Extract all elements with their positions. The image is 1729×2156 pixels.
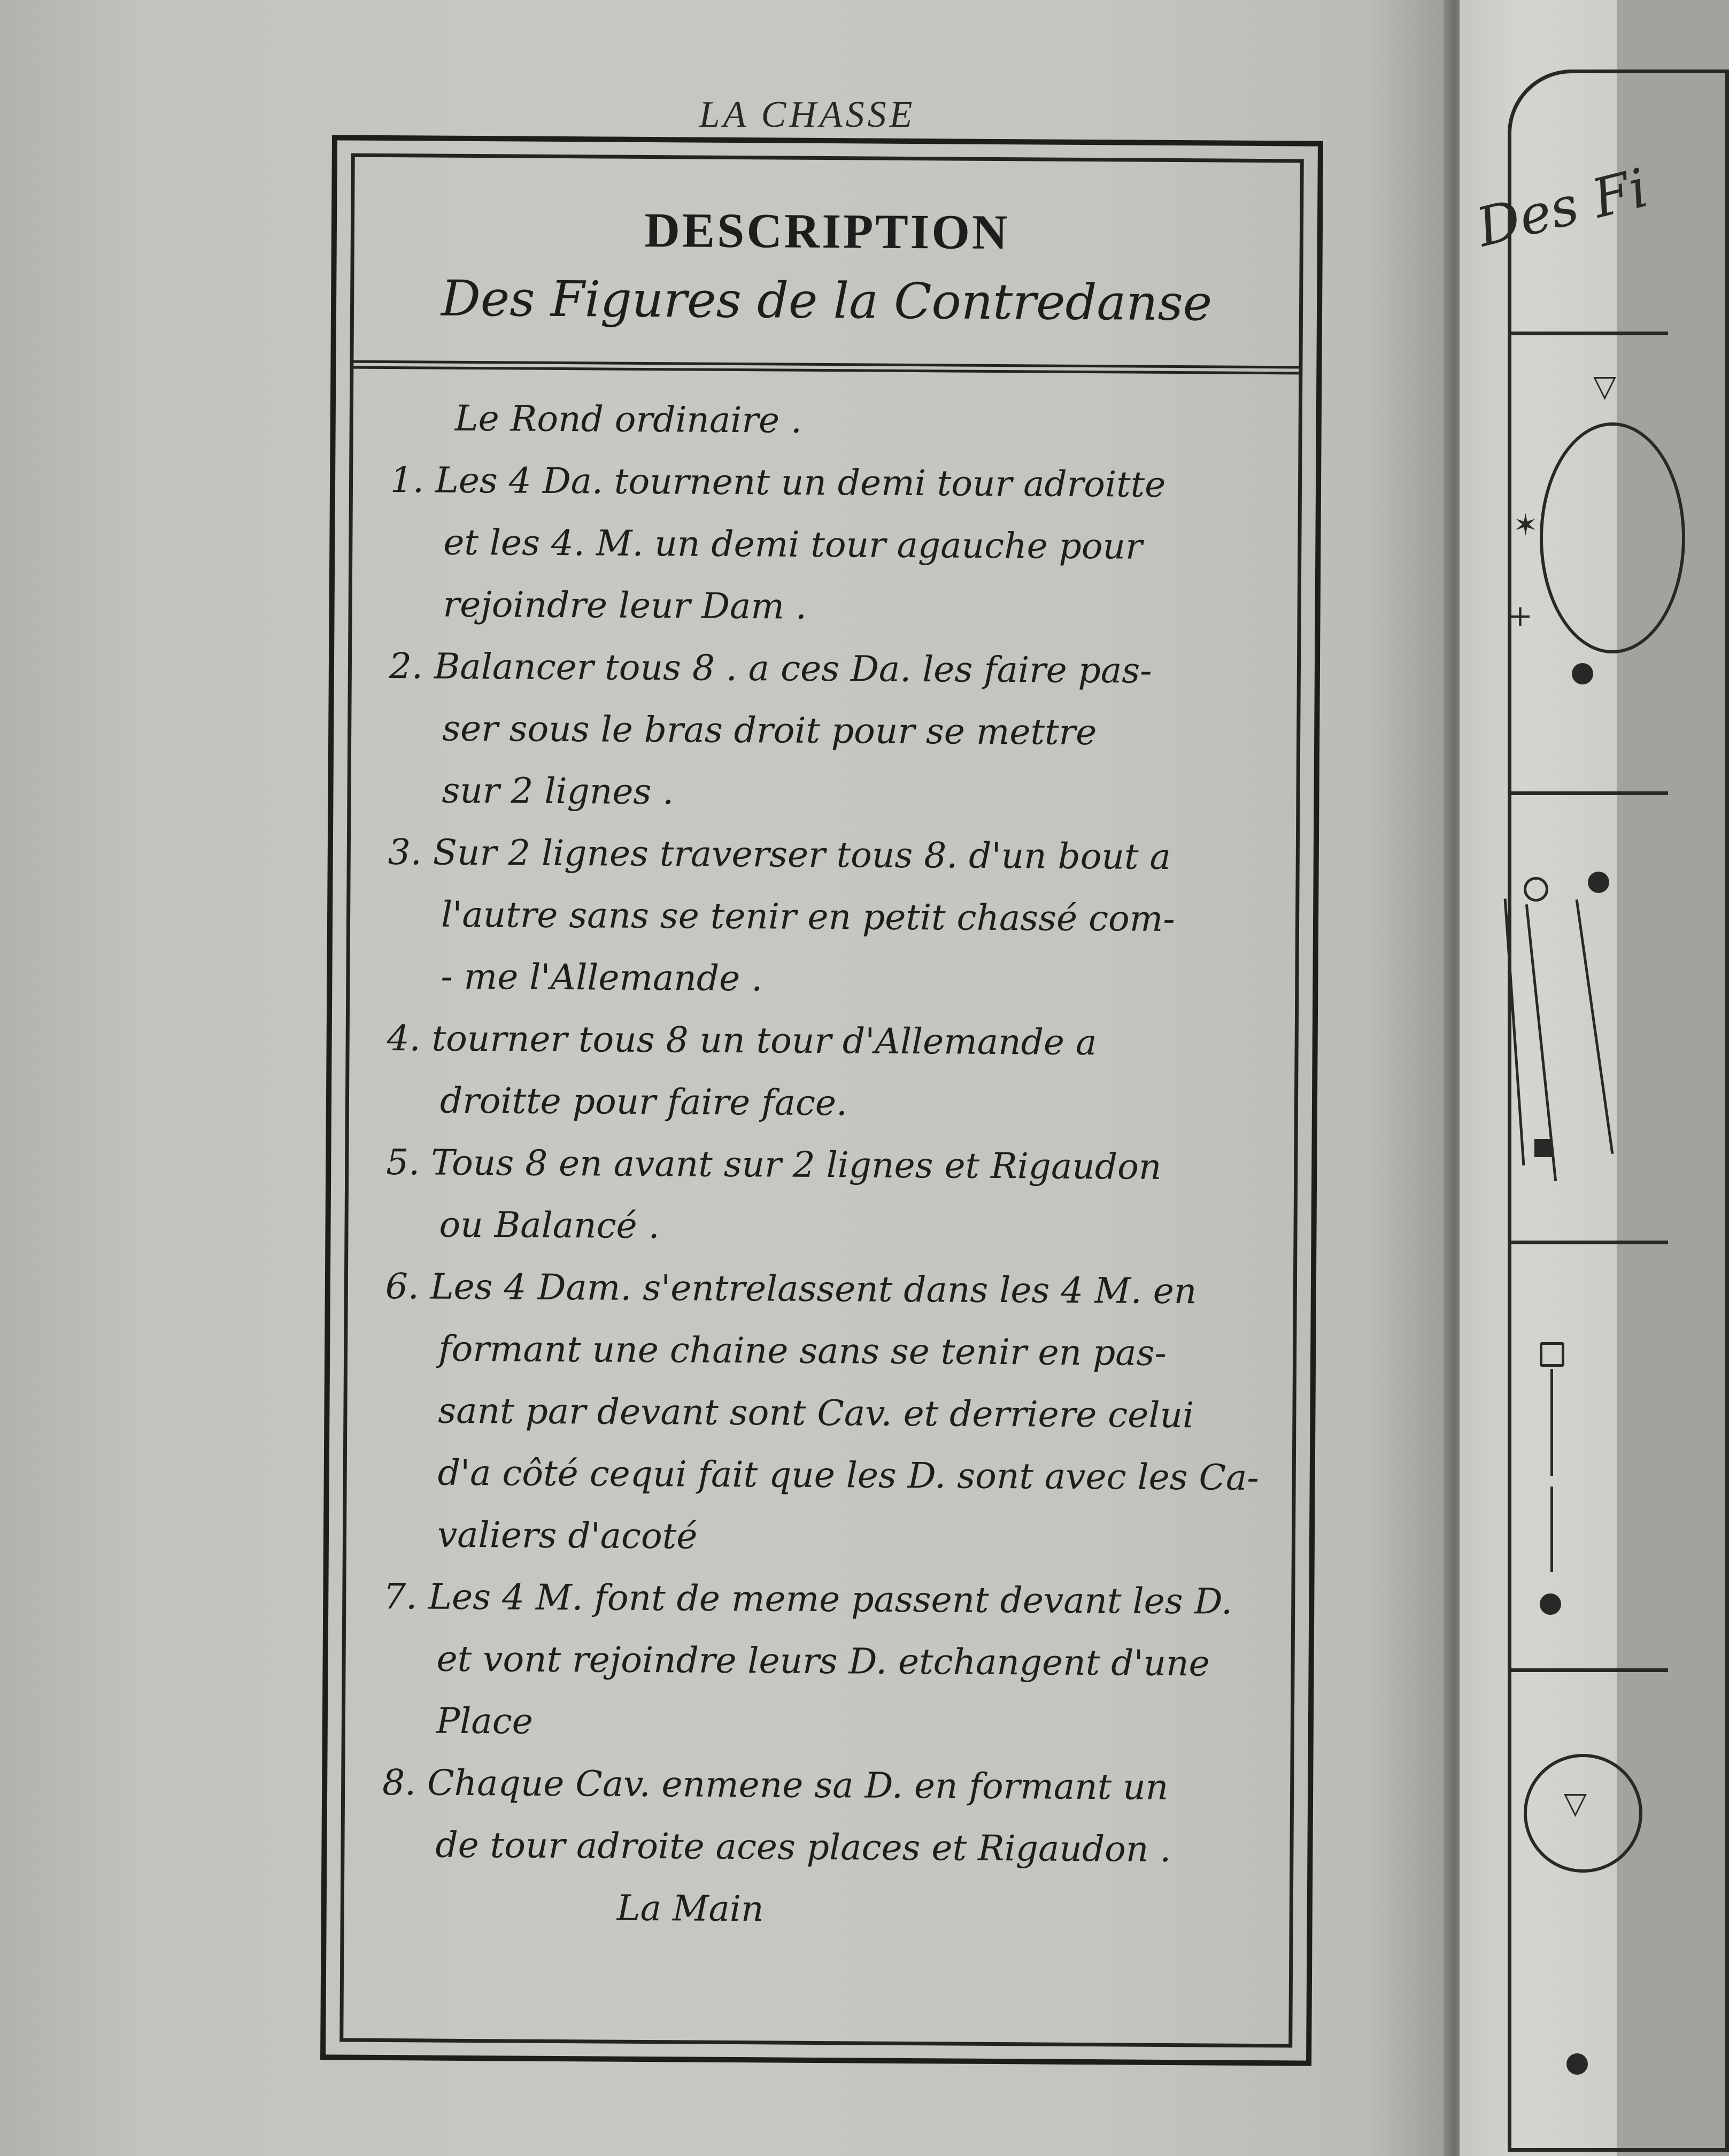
text-line: valiers d'acoté xyxy=(437,1514,698,1557)
text-line: de tour adroite aces places et Rigaudon . xyxy=(435,1824,1171,1870)
diagram-divider xyxy=(1508,1241,1668,1244)
page-title: DESCRIPTION xyxy=(644,202,1010,260)
text-line: 8. Chaque Cav. enmene sa D. en formant un xyxy=(382,1762,1169,1808)
text-line: ser sous le bras droit pour se mettre xyxy=(442,707,1097,753)
text-line: rejoindre leur Dam . xyxy=(443,583,807,627)
triangle-icon: ▽ xyxy=(1593,369,1617,404)
text-line: 5. Tous 8 en avant sur 2 lignes et Rigaudon xyxy=(386,1142,1162,1188)
text-line: 2. Balancer tous 8 . a ces Da. les faire pas- xyxy=(389,645,1152,691)
page-subtitle: Des Figures de la Contredanse xyxy=(441,270,1213,332)
text-frame-outer xyxy=(320,135,1323,2066)
cross-icon: + xyxy=(1508,599,1533,634)
dancer-square-icon xyxy=(1534,1139,1553,1157)
text-line: 7. Les 4 M. font de meme passent devant les D. xyxy=(383,1576,1233,1622)
closing-line: La Main xyxy=(616,1887,764,1930)
text-line: droitte pour faire face. xyxy=(439,1080,848,1124)
text-line: l'autre sans se tenir en petit chassé com- xyxy=(441,894,1175,940)
triangle-icon: ▽ xyxy=(1564,1786,1587,1821)
dancer-dot-icon xyxy=(1540,1593,1561,1615)
text-line: Place xyxy=(436,1700,534,1742)
text-line: et vont rejoindre leurs D. etchangent d'une xyxy=(436,1638,1210,1684)
text-line: - me l'Allemande . xyxy=(441,956,763,999)
running-head: LA CHASSE xyxy=(642,91,973,141)
title-box xyxy=(353,157,1300,375)
text-line: 1. Les 4 Da. tournent un demi tour adroitte xyxy=(390,459,1166,505)
dancer-dot-icon xyxy=(1588,872,1609,893)
diagram-divider xyxy=(1508,1668,1668,1672)
text-line: sant par devant sont Cav. et derriere celui xyxy=(438,1390,1194,1436)
diagram-ellipse xyxy=(1540,422,1685,653)
facing-page xyxy=(1460,0,1654,2156)
path-line xyxy=(1550,1369,1553,1476)
text-line: et les 4. M. un demi tour agauche pour xyxy=(443,521,1143,567)
dancer-dot-icon xyxy=(1572,663,1593,684)
dancer-square-outline-icon xyxy=(1540,1342,1564,1367)
section-heading: Le Rond ordinaire . xyxy=(454,397,802,441)
text-line: d'a côté cequi fait que les D. sont avec les Ca- xyxy=(437,1452,1259,1499)
dancer-dot-icon xyxy=(1566,2053,1588,2075)
text-line: 3. Sur 2 lignes traverser tous 8. d'un bout a xyxy=(388,831,1171,877)
path-line xyxy=(1550,1487,1553,1572)
star-icon: ✶ xyxy=(1513,508,1538,543)
figure-description xyxy=(381,387,1278,1943)
text-frame-inner xyxy=(339,153,1304,2048)
facing-page-title: Des Fi xyxy=(1470,156,1654,259)
diagram-divider xyxy=(1508,332,1668,335)
text-line: sur 2 lignes . xyxy=(442,769,674,813)
text-line: ou Balancé . xyxy=(439,1204,660,1247)
dancer-ring-icon xyxy=(1524,877,1548,902)
text-line: 4. tourner tous 8 un tour d'Allemande a xyxy=(387,1018,1097,1064)
diagram-divider xyxy=(1508,791,1668,795)
text-line: 6. Les 4 Dam. s'entrelassent dans les 4 M. en xyxy=(385,1266,1197,1312)
text-line: formant une chaine sans se tenir en pas- xyxy=(438,1328,1167,1374)
